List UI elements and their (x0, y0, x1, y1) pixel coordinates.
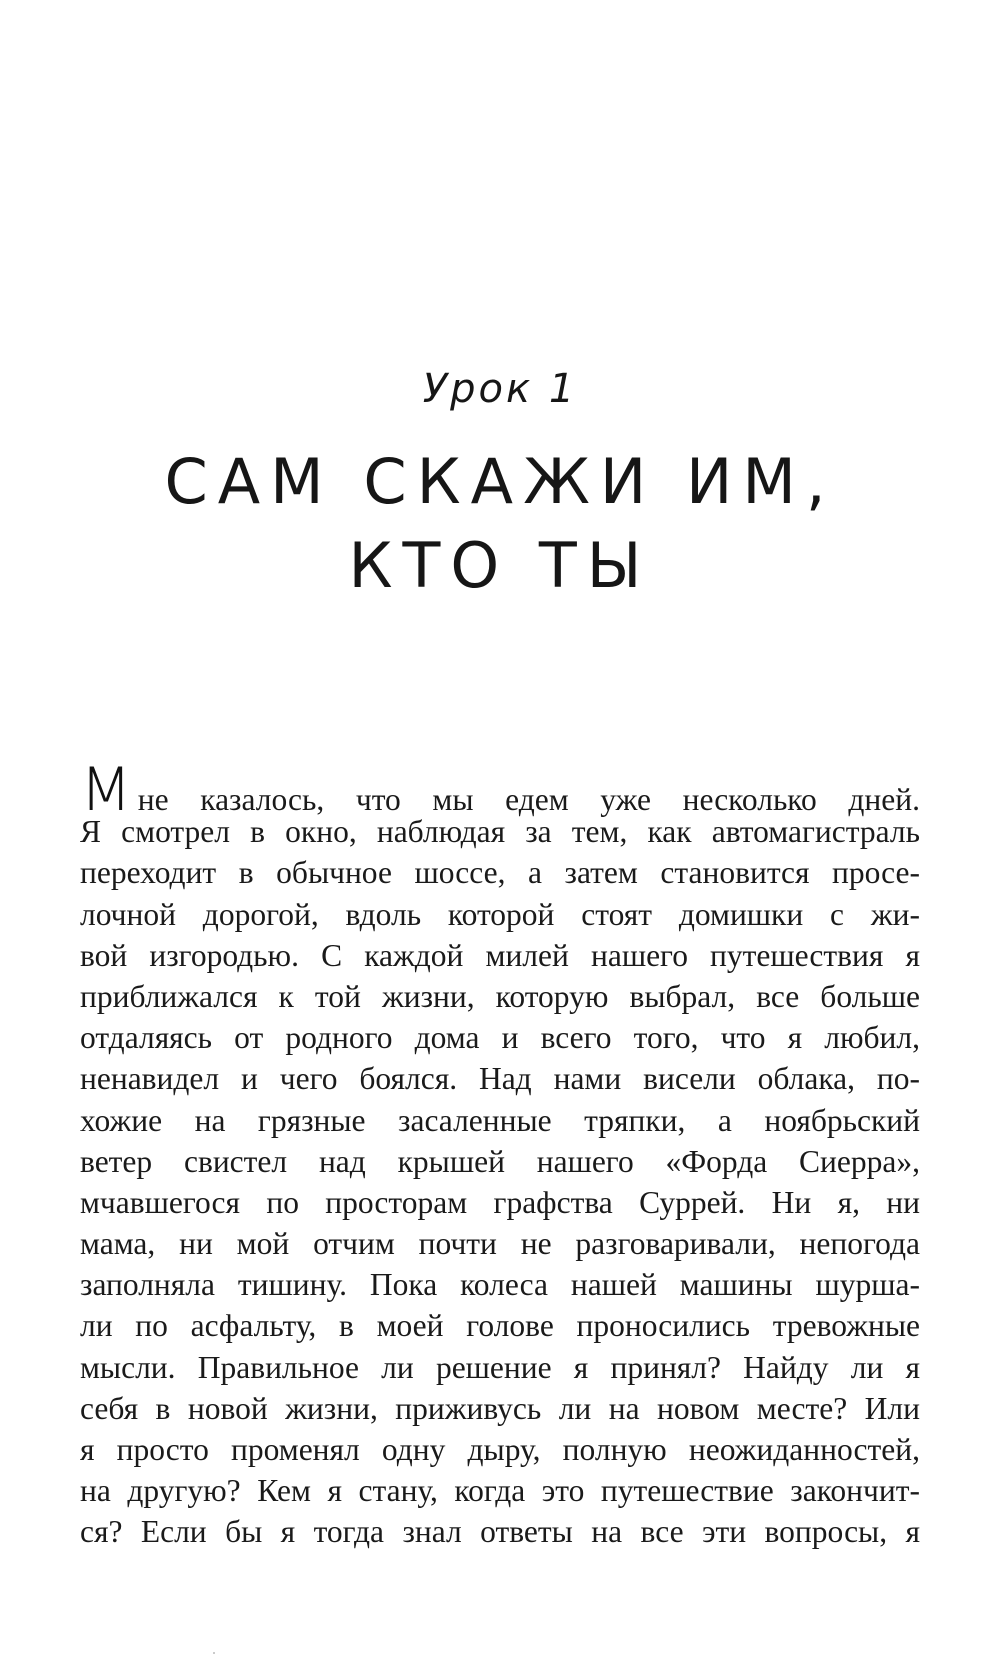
text-line: ся? Если бы я тогда знал ответы на все эти вопросы, я (80, 1514, 920, 1550)
text-line: приближался к той жизни, которую выбрал, все больше (80, 978, 920, 1014)
text-line: ветер свистел над крышей нашего «Форда Сиерра», (80, 1143, 920, 1179)
chapter-title-line-2: КТО ТЫ (348, 529, 652, 602)
lesson-label: Урок 1 (422, 366, 578, 412)
text-line: ли по асфальту, в моей голове проносились тревожные (80, 1308, 920, 1344)
text-line: себя в новой жизни, приживусь ли на новом месте? Или (80, 1390, 920, 1426)
text-line: мчавшегося по просторам графства Суррей. Ни я, ни (80, 1184, 920, 1220)
text-line: заполняла тишину. Пока колеса нашей машины шурша- (80, 1267, 920, 1303)
text-line: я просто променял одну дыру, полную неожиданностей, (80, 1432, 920, 1467)
text-line: отдаляясь от родного дома и всего того, что я любил, (80, 1020, 920, 1056)
text-line: вой изгородью. С каждой милей нашего путешествия я (80, 937, 920, 973)
text-line: мама, ни мой отчим почти не разговаривали, непогода (80, 1226, 920, 1262)
text-line: на другую? Кем я стану, когда это путешествие закончит- (80, 1473, 920, 1509)
text-line: переходит в обычное шоссе, а затем становится просе- (80, 855, 920, 891)
text-line: мысли. Правильное ли решение я принял? Найду ли я (80, 1349, 920, 1385)
body-paragraph (80, 755, 920, 1553)
text-line: лочной дорогой, вдоль которой стоят домишки с жи- (80, 896, 920, 932)
first-line-text: не казалось, что мы едем уже несколько дней. (137, 782, 920, 817)
print-speck (213, 1652, 215, 1654)
text-line: ненавидел и чего боялся. Над нами висели облака, по- (80, 1061, 920, 1097)
chapter-title (0, 440, 1000, 608)
text-line: Я смотрел в окно, наблюдая за тем, как автомагистраль (80, 814, 920, 850)
chapter-title-line-1: САМ СКАЖИ ИМ, (164, 445, 836, 518)
first-line (80, 755, 920, 825)
text-line: хожие на грязные засаленные тряпки, а ноябрьский (80, 1102, 920, 1138)
drop-cap: М (80, 755, 132, 825)
